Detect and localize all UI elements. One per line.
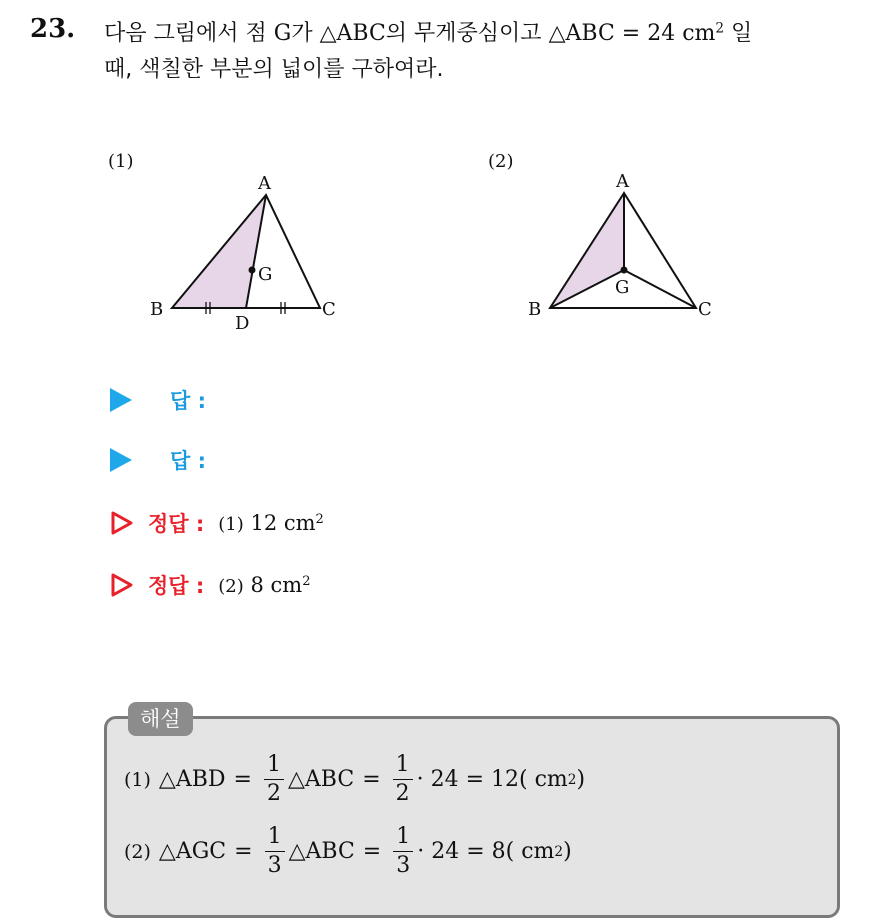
- figure-1-vertex-a: A: [258, 173, 271, 194]
- figure-2-centroid-point: [621, 267, 628, 274]
- figure-2-vertex-a: A: [616, 171, 629, 192]
- correct-answer-value: (1) 12 $cm^2$: [218, 511, 324, 535]
- correct-answer-row-2: [110, 569, 310, 601]
- correct-answer-label: 정답 :: [148, 512, 205, 536]
- solution-tag: 해설: [128, 702, 193, 736]
- answer-label: 답 :: [170, 389, 206, 413]
- outline-arrow-icon: [110, 572, 134, 598]
- fraction: $\frac{1}{3}$: [393, 826, 413, 877]
- figure-2-vertex-b: B: [528, 299, 542, 320]
- answer-label: 답 :: [170, 449, 206, 473]
- figure-2: [480, 145, 740, 335]
- play-arrow-icon: [110, 388, 132, 412]
- figure-2-label: (2): [488, 151, 514, 172]
- fraction: $\frac{1}{2}$: [393, 754, 413, 805]
- answer-row-2: [110, 444, 206, 476]
- figure-1-vertex-b: B: [150, 299, 164, 320]
- correct-answer-label: 정답 :: [148, 574, 205, 598]
- solution-box: [104, 716, 840, 918]
- play-arrow-icon: [110, 448, 132, 472]
- figure-2-vertex-c: C: [698, 299, 712, 320]
- figure-1: [100, 145, 360, 335]
- question-line-2: 때, 색칠한 부분의 넓이를 구하여라.: [104, 57, 444, 82]
- fraction: $\frac{1}{2}$: [264, 754, 284, 805]
- figure-1-point-g: G: [258, 264, 273, 285]
- figure-1-vertex-c: C: [322, 299, 336, 320]
- question-number: 23.: [30, 14, 76, 44]
- correct-answer-row-1: [110, 507, 324, 539]
- figure-1-point-d: D: [235, 313, 250, 334]
- answer-row-1: [110, 384, 206, 416]
- correct-answer-value: (2) 8 $cm^2$: [218, 573, 311, 597]
- outline-arrow-icon: [110, 510, 134, 536]
- question-line-1: 다음 그림에서 점 G가 △ABC의 무게중심이고 △ABC = 24 $cm^2$ 일: [104, 20, 753, 46]
- solution-line-2: (2) △AGC = $\frac{1}{3}$ △ABC = $\frac{1}{3}$ · 24 = 8( cm 2 ): [124, 824, 572, 878]
- figure-1-label: (1): [108, 151, 134, 172]
- fraction: $\frac{1}{3}$: [265, 826, 285, 877]
- figure-1-centroid-point: [249, 267, 256, 274]
- solution-line-1: (1) △ABD = $\frac{1}{2}$ △ABC = $\frac{1}{2}$ · 24 = 12( cm 2 ): [124, 752, 586, 806]
- question-text: [104, 16, 874, 88]
- figure-2-point-g: G: [615, 277, 630, 298]
